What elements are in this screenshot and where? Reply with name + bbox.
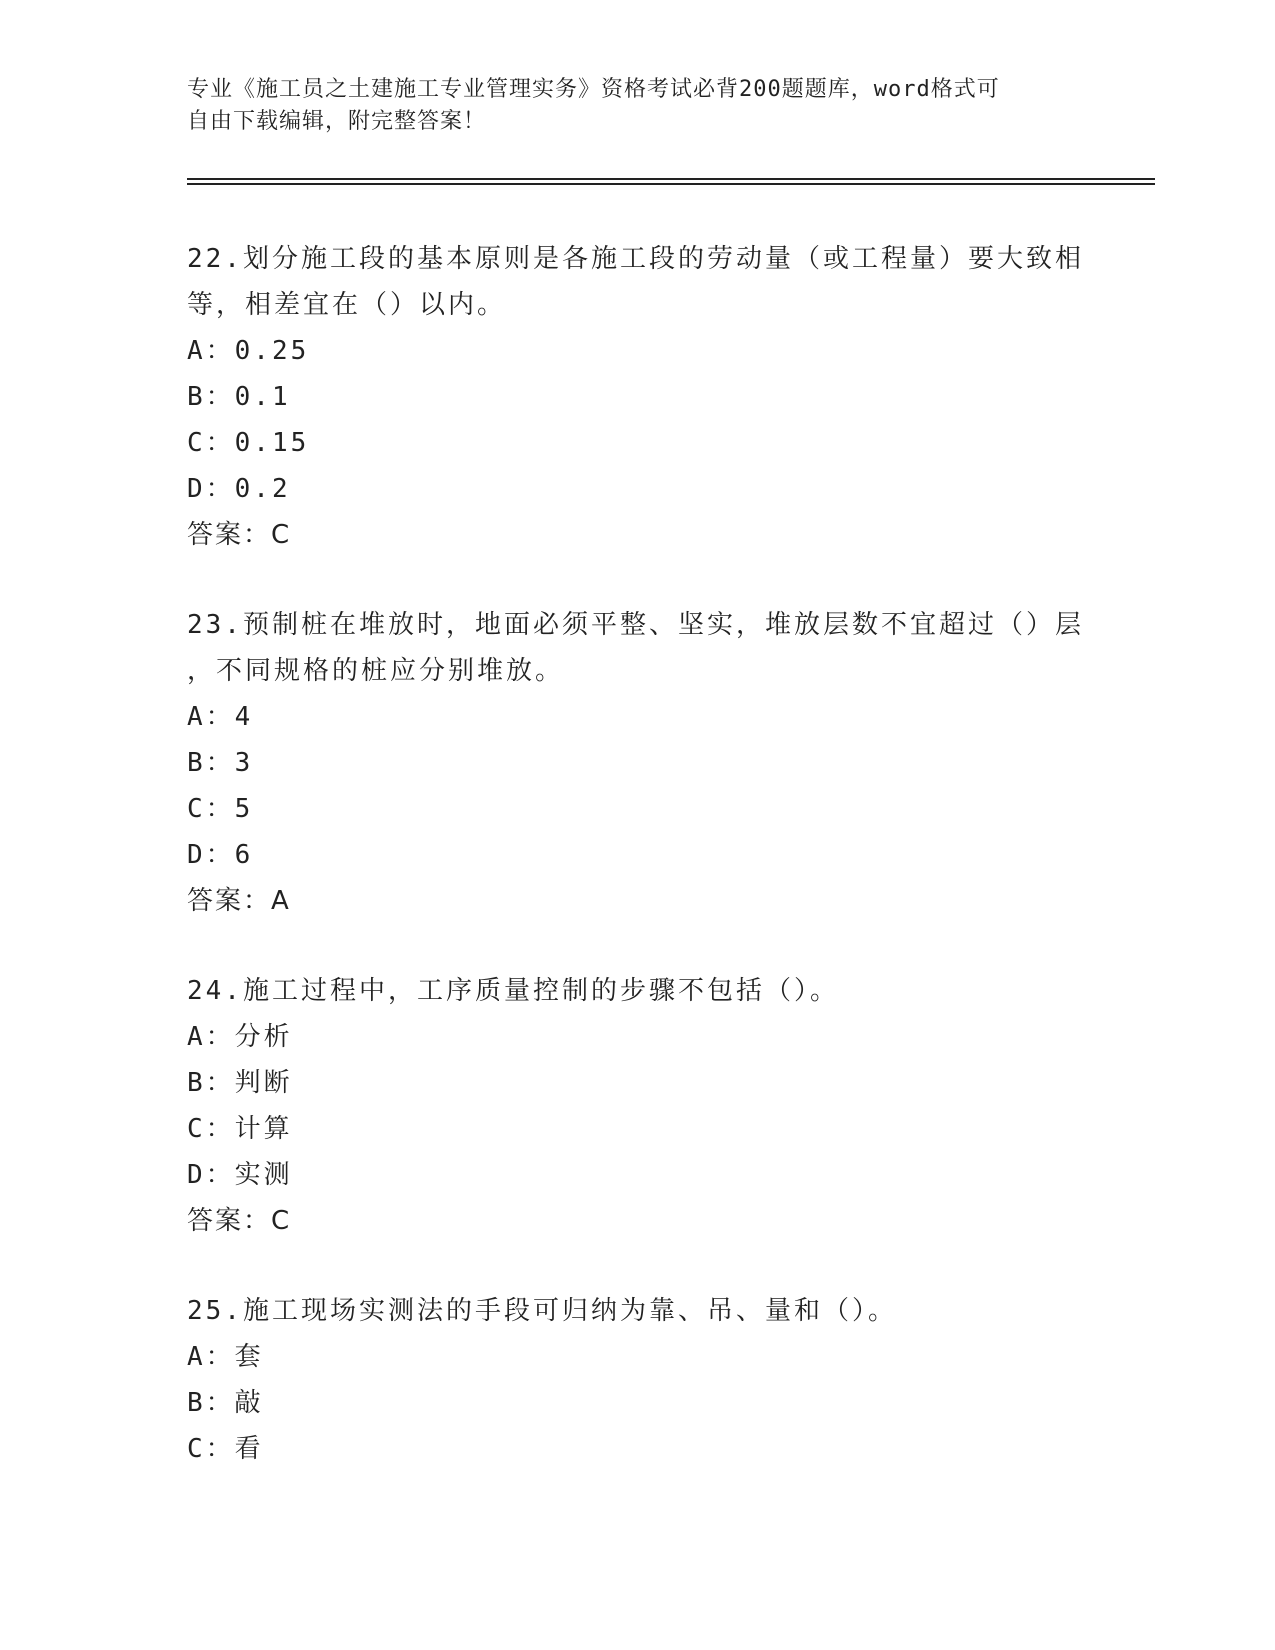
question-item [187, 236, 1087, 558]
question-stem: 25.施工现场实测法的手段可归纳为靠、吊、量和（）。 [187, 1296, 897, 1326]
option-c: C：5 [187, 794, 254, 824]
question-item [187, 602, 1087, 924]
answer-line: 答案：C [187, 520, 292, 550]
header-title-line-1: 专业《施工员之土建施工专业管理实务》资格考试必背200题题库，word格式可 [187, 77, 1000, 102]
option-c: C：看 [187, 1434, 264, 1464]
option-d: D：0.2 [187, 474, 291, 504]
option-d: D：6 [187, 840, 254, 870]
question-stem-continued: ，不同规格的桩应分别堆放。 [187, 656, 565, 686]
question-list [187, 236, 1087, 1516]
question-item [187, 1288, 1087, 1472]
option-c: C：计算 [187, 1114, 293, 1144]
option-b: B：敲 [187, 1388, 264, 1418]
option-a: A：分析 [187, 1022, 293, 1052]
header-divider-bottom [187, 183, 1155, 185]
header-divider-top [187, 178, 1155, 180]
option-c: C：0.15 [187, 428, 310, 458]
option-b: B：判断 [187, 1068, 293, 1098]
option-b: B：3 [187, 748, 254, 778]
question-stem: 22.划分施工段的基本原则是各施工段的劳动量（或工程量）要大致相 [187, 244, 1084, 274]
answer-line: 答案：A [187, 886, 291, 916]
header-title-line-2: 自由下载编辑，附完整答案！ [187, 109, 487, 134]
question-stem: 24.施工过程中，工序质量控制的步骤不包括（）。 [187, 976, 839, 1006]
question-item [187, 968, 1087, 1244]
option-d: D：实测 [187, 1160, 293, 1190]
option-a: A：4 [187, 702, 254, 732]
option-b: B：0.1 [187, 382, 291, 412]
answer-line: 答案：C [187, 1206, 292, 1236]
question-stem: 23.预制桩在堆放时，地面必须平整、坚实，堆放层数不宜超过（）层 [187, 610, 1084, 640]
document-header [187, 74, 1087, 138]
option-a: A：套 [187, 1342, 264, 1372]
question-stem-continued: 等，相差宜在（）以内。 [187, 290, 507, 320]
option-a: A：0.25 [187, 336, 310, 366]
